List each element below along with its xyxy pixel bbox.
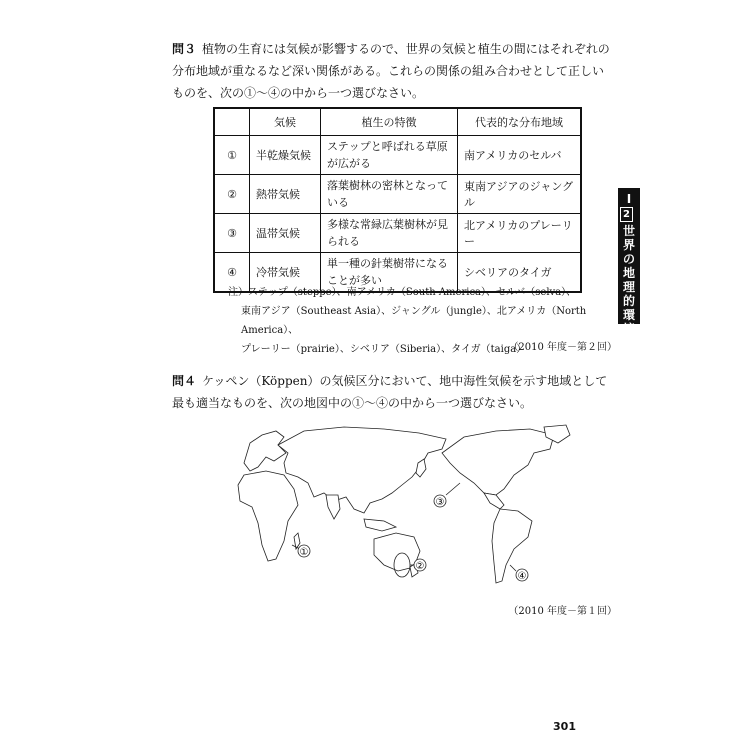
note-label: 注）: [228, 287, 248, 298]
row-number: ②: [214, 175, 250, 214]
table-header-vegetation: 植生の特徴: [321, 108, 458, 136]
chapter-title: 世 界 の 地 理 的 環 境: [622, 224, 635, 336]
map-marker-3: [434, 483, 460, 508]
table-row: [214, 175, 581, 214]
source-citation-q3: （2010 年度－第２回）: [508, 342, 617, 353]
table-header-row: [214, 108, 581, 136]
world-map: [214, 423, 606, 595]
marker-4-label: ④: [517, 571, 527, 582]
row-climate: 熱帯気候: [250, 175, 321, 214]
map-marker-1: [292, 545, 310, 558]
table-header-climate: 気候: [250, 108, 321, 136]
table-row: [214, 214, 581, 253]
row-number: ④: [214, 253, 250, 293]
question-3-number: 問３: [172, 42, 197, 56]
page-number: 301: [553, 720, 576, 733]
row-distribution: 北アメリカのプレーリー: [458, 214, 582, 253]
row-distribution: 南アメリカのセルバ: [458, 136, 582, 175]
table-header-distribution: 代表的な分布地域: [458, 108, 582, 136]
chapter-section-number: 2: [620, 207, 633, 222]
chapter-number: [620, 192, 638, 222]
row-vegetation: ステップと呼ばれる草原が広がる: [321, 136, 458, 175]
row-vegetation: 単一種の針葉樹帯になることが多い: [321, 253, 458, 293]
chapter-roman-numeral: Ⅰ: [626, 192, 632, 206]
chapter-side-tab: [618, 188, 640, 336]
climate-vegetation-table: [213, 107, 582, 293]
map-indonesia: [364, 519, 396, 531]
row-climate: 温帯気候: [250, 214, 321, 253]
row-climate: 半乾燥気候: [250, 136, 321, 175]
question-4: [172, 370, 612, 414]
map-africa: [238, 471, 298, 561]
map-central-america: [484, 493, 504, 509]
row-number: ③: [214, 214, 250, 253]
map-europe: [244, 431, 286, 471]
source-citation-q4: （2010 年度－第１回）: [508, 606, 617, 617]
table-row: [214, 136, 581, 175]
map-marker-4: [510, 565, 528, 582]
row-vegetation: 落葉樹林の密林となっている: [321, 175, 458, 214]
marker-1-label: ①: [299, 547, 309, 558]
note-line-1: 注）ステップ（steppe）、南アメリカ（South America）、セルバ（selva）、: [228, 287, 577, 298]
row-distribution: シベリアのタイガ: [458, 253, 582, 293]
row-vegetation: 多様な常緑広葉樹林が見られる: [321, 214, 458, 253]
marker-3-label: ③: [435, 497, 445, 508]
row-climate: 冷帯気候: [250, 253, 321, 293]
note-line-3: プレーリー（prairie）、シベリア（Siberia）、タイガ（taiga）: [241, 344, 527, 355]
map-india: [326, 495, 340, 519]
question-3: [172, 38, 612, 104]
question-4-number: 問４: [172, 374, 197, 388]
question-3-text: 植物の生育には気候が影響するので、世界の気候と植生の間にはそれぞれの分布地域が重なるなど深い関係がある。これらの関係の組み合わせとして正しいものを、次の①～④の中から一つ選びなさい。: [172, 42, 610, 100]
table-header-blank: [214, 108, 250, 136]
question-4-text: ケッペン（Köppen）の気候区分において、地中海性気候を示す地域として最も適当なものを、次の地図中の①～④の中から一つ選びなさい。: [172, 374, 608, 410]
row-number: ①: [214, 136, 250, 175]
row-distribution: 東南アジアのジャングル: [458, 175, 582, 214]
note-line-2: 東南アジア（Southeast Asia）、ジャングル（jungle）、北アメリカ（North America）、: [241, 306, 587, 336]
map-north-america: [442, 429, 554, 495]
marker-2-label: ②: [415, 561, 425, 572]
